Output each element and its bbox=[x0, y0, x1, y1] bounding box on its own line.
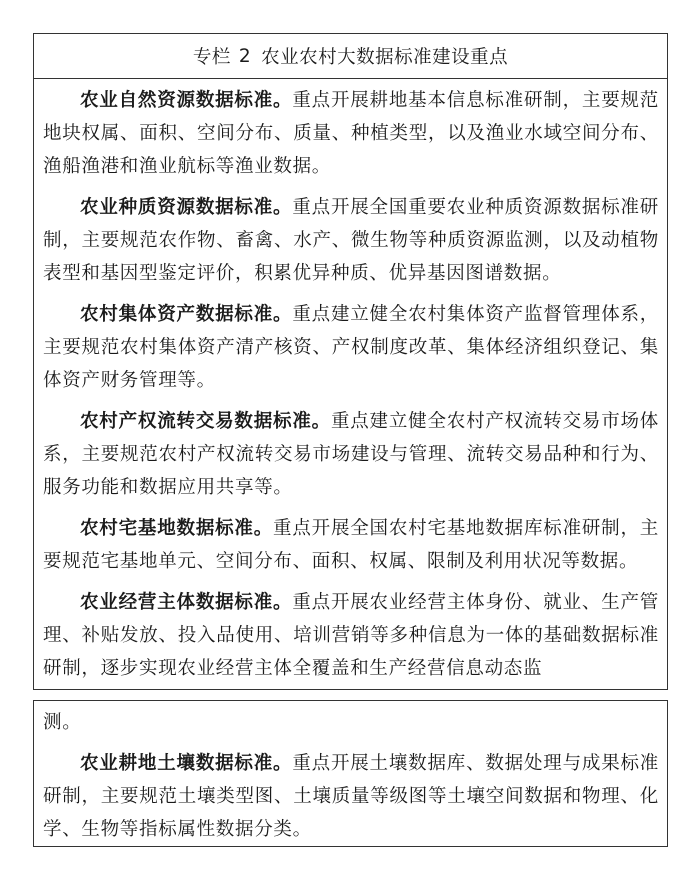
paragraph-body: 重点开展农业经营主体身份、就业、生产管理、补贴发放、投入品使用、培训营销等多种信息为一体的基础数据标准研制，逐步实现农业经营主体全覆盖和生产经营信息动态监 bbox=[43, 592, 659, 679]
column-content-continued bbox=[34, 706, 667, 846]
paragraph-heading: 农村集体资产数据标准。 bbox=[80, 304, 293, 325]
paragraph-germplasm-resources bbox=[43, 191, 659, 290]
paragraph-heading: 农业种质资源数据标准。 bbox=[80, 197, 293, 218]
paragraph-homestead bbox=[43, 512, 659, 578]
paragraph-heading: 农业经营主体数据标准。 bbox=[80, 592, 293, 613]
paragraph-heading: 农村宅基地数据标准。 bbox=[80, 518, 274, 539]
paragraph-body: 重点开展耕地基本信息标准研制，主要规范地块权属、面积、空间分布、质量、种植类型，以及渔业水域空间分布、渔船渔港和渔业航标等渔业数据。 bbox=[43, 90, 659, 177]
column-title-number: 2 bbox=[238, 45, 252, 67]
paragraph-property-transfer bbox=[43, 405, 659, 504]
paragraph-collective-assets bbox=[43, 298, 659, 397]
column-title bbox=[34, 34, 667, 79]
paragraph-natural-resources bbox=[43, 84, 659, 183]
column-title-prefix: 专栏 bbox=[192, 47, 231, 68]
paragraph-business-entities bbox=[43, 586, 659, 685]
paragraph-heading: 农业耕地土壤数据标准。 bbox=[80, 753, 293, 774]
paragraph-heading: 农业自然资源数据标准。 bbox=[80, 90, 293, 111]
paragraph-body: 重点建立健全农村集体资产监督管理体系，主要规范农村集体资产清产核资、产权制度改革、集体经济组织登记、集体资产财务管理等。 bbox=[43, 304, 659, 391]
paragraph-body: 重点开展全国重要农业种质资源数据标准研制，主要规范农作物、畜禽、水产、微生物等种质资源监测，以及动植物表型和基因型鉴定评价，积累优异种质、优异基因图谱数据。 bbox=[43, 197, 659, 284]
paragraph-cultivated-soil bbox=[43, 747, 659, 846]
paragraph-body: 重点开展全国农村宅基地数据库标准研制，主要规范宅基地单元、空间分布、面积、权属、限制及利用状况等数据。 bbox=[43, 518, 659, 572]
paragraph-body: 重点开展土壤数据库、数据处理与成果标准研制，主要规范土壤类型图、土壤质量等级图等土壤空间数据和物理、化学、生物等指标属性数据分类。 bbox=[43, 753, 659, 840]
paragraph-body: 重点建立健全农村产权流转交易市场体系，主要规范农村产权流转交易市场建设与管理、流转交易品种和行为、服务功能和数据应用共享等。 bbox=[43, 411, 660, 498]
column-box bbox=[33, 33, 668, 690]
paragraph-heading: 农村产权流转交易数据标准。 bbox=[80, 411, 331, 432]
column-title-text: 农业农村大数据标准建设重点 bbox=[261, 47, 509, 68]
column-box-continued bbox=[33, 700, 668, 847]
column-content bbox=[34, 84, 667, 685]
paragraph-continuation: 测。 bbox=[43, 712, 82, 733]
